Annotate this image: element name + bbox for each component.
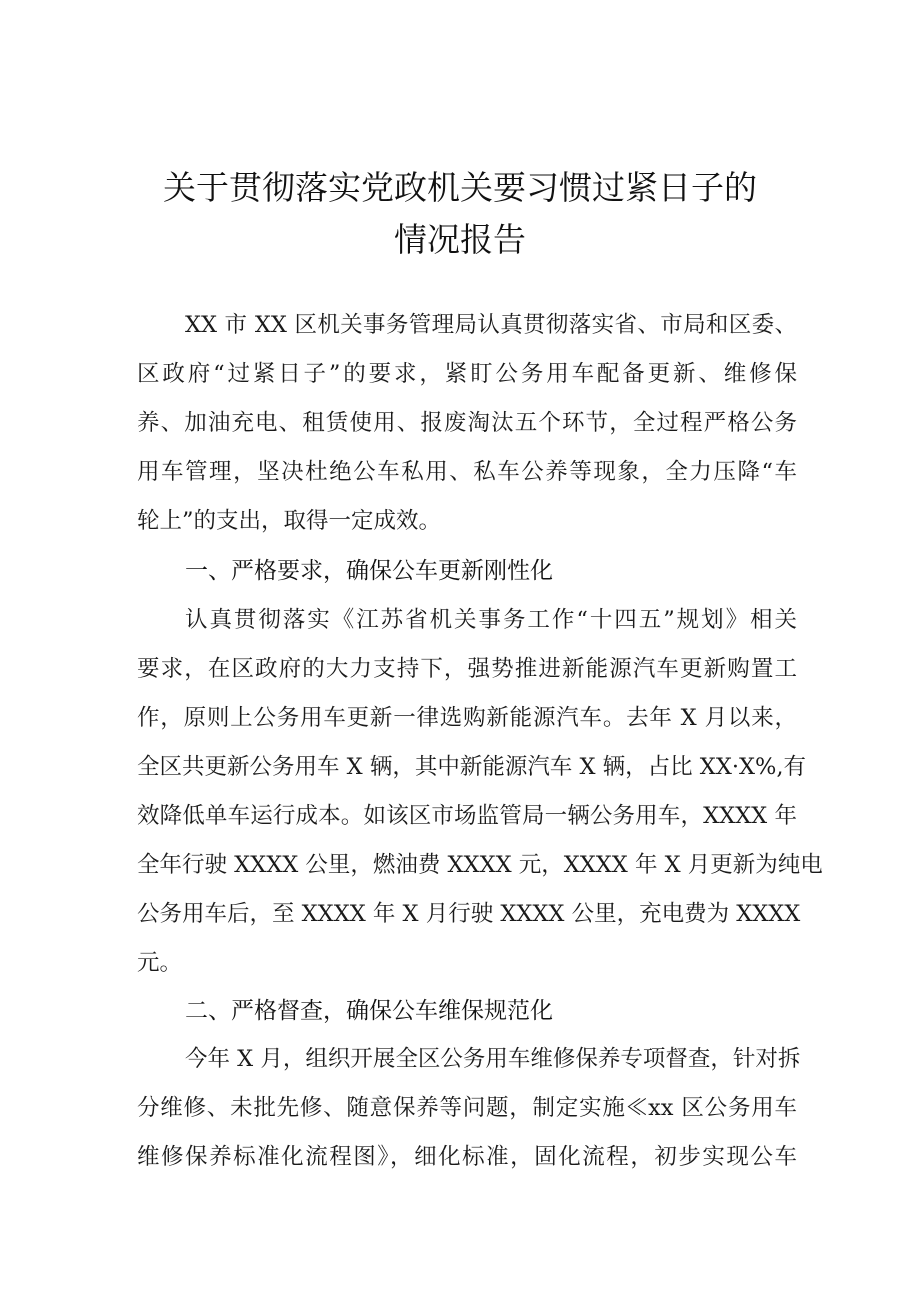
section-1-line: 全年行驶 XXXX 公里，燃油费 XXXX 元，XXXX 年 X 月更新为纯电 — [137, 852, 823, 878]
section-2-line: 分维修、未批先修、随意保养等问题，制定实施≪xx 区公务用车 — [137, 1095, 797, 1121]
intro-paragraph-line: 区政府“过紧日子”的要求，紧盯公务用车配备更新、维修保 — [137, 361, 797, 387]
intro-paragraph-line: XX 市 XX 区机关事务管理局认真贯彻落实省、市局和区委、 — [185, 312, 797, 338]
section-1-line: 要求，在区政府的大力支持下，强势推进新能源汽车更新购置工 — [137, 656, 797, 682]
section-1-line: 认真贯彻落实《江苏省机关事务工作“十四五”规划》相关 — [185, 607, 797, 633]
section-1-line: 全区共更新公务用车 X 辆，其中新能源汽车 X 辆，占比 XX·X%,有 — [137, 754, 807, 780]
document-title-line-1: 关于贯彻落实党政机关要习惯过紧日子的 — [163, 168, 757, 207]
intro-paragraph-line: 用车管理，坚决杜绝公车私用、私车公养等现象，全力压降“车 — [137, 459, 797, 485]
intro-paragraph-line: 养、加油充电、租赁使用、报废淘汰五个环节，全过程严格公务 — [137, 410, 797, 436]
document-title-line-2: 情况报告 — [394, 220, 526, 259]
section-1-line: 作，原则上公务用车更新一律选购新能源汽车。去年 X 月以来， — [137, 705, 797, 731]
section-1-line: 公务用车后，至 XXXX 年 X 月行驶 XXXX 公里，充电费为 XXXX — [137, 901, 801, 927]
section-2-line: 今年 X 月，组织开展全区公务用车维修保养专项督查，针对拆 — [185, 1046, 801, 1072]
section-1-line: 效降低单车运行成本。如该区市场监管局一辆公务用车，XXXX 年 — [137, 803, 797, 829]
section-2-heading: 二、严格督查，确保公车维保规范化 — [185, 998, 553, 1024]
section-2-line: 维修保养标准化流程图》，细化标准，固化流程，初步实现公车 — [137, 1144, 797, 1170]
intro-paragraph-line: 轮上”的支出，取得一定成效。 — [137, 508, 442, 534]
section-1-line: 元。 — [137, 950, 183, 976]
section-1-heading: 一、严格要求，确保公车更新刚性化 — [185, 558, 553, 584]
